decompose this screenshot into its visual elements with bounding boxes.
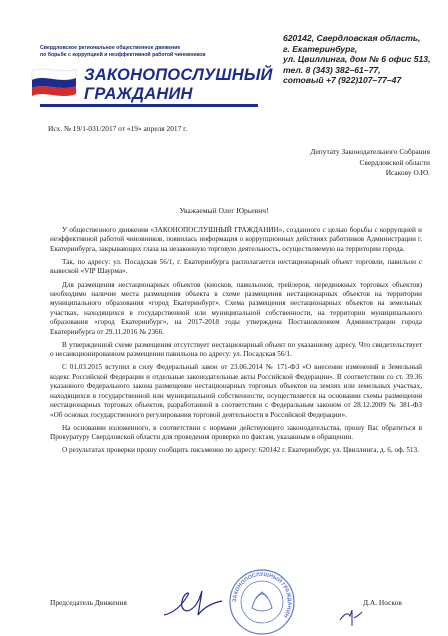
org-description-line: по борьбе с коррупцией и неэффективной работой чиновников	[40, 51, 206, 58]
body-paragraph: У общественного движения «ЗАКОНОПОСЛУШНЫЙ ГРАЖДАНИН», созданного с целью борьбы с коррупцией и неэффективной работой чиновников, появилась информация о коррупционных действиях работников Администрации г. Екатеринбурга, закрывающих глаза на незаконную торговую деятельность, осуществляемую на территории города.	[50, 226, 422, 253]
address-line: 620142, Свердловская область,	[283, 33, 421, 43]
flag-logo-icon	[30, 65, 78, 97]
header-divider	[40, 104, 258, 107]
address-line: г. Екатеринбург,	[283, 43, 358, 54]
greeting: Уважаемый Олег Юрьевич!	[179, 206, 269, 215]
recipient-line: Свердловской области	[359, 157, 430, 167]
body-paragraph: В утвержденной схеме размещения отсутствует нестационарный объект по указанному адресу. Что свидетельствует о несанкционированном размещении павильона по адресу: ул. Посадская 56/1.	[50, 340, 422, 359]
body-paragraph: Для размещения нестационарных объектов (киосков, павильонов, трейлеров, передвижных торговых объектов) необходимо наличие места размещения объекта в схеме размещения нестационарных объектов на территории муниципального образования «город Екатеринбург». Схема размещения нестационарных объектов на земельных участках, находящихся в государственной или муниципальной собственности, на территории муниципального образования «город Екатеринбург», на 2017-2018 годы утверждена Постановлением Администрации города Екатеринбурга от 29.11.2016 № 2366.	[50, 280, 422, 336]
letterhead	[0, 0, 448, 118]
body-paragraph: На основании изложенного, в соответствии с нормами действующего законодательства, прошу Вас обратиться в Прокуратуру Свердловской области для проведения проверки по фактам, указанным в обращении.	[50, 423, 422, 442]
logo-line: ГРАЖДАНИН	[84, 85, 193, 103]
org-address	[283, 33, 443, 86]
initials-signature-icon	[338, 606, 364, 628]
letter-body	[50, 226, 422, 460]
address-line: тел. 8 (343) 382–61–77,	[283, 64, 381, 75]
recipient-line: Исакову О.Ю.	[385, 168, 430, 177]
logo-line: ЗАКОНОПОСЛУШНЫЙ	[84, 66, 273, 84]
address-line: сотовый +7 (922)107–77–47	[283, 75, 402, 86]
signature-name: Д.А. Носков	[363, 598, 402, 607]
org-description	[40, 45, 250, 58]
body-paragraph: О результатах проверки прошу сообщить письменно по адресу: 620142 г. Екатеринбург, ул. Цвиллинга, д. 6, оф. 513.	[62, 446, 419, 455]
body-paragraph: Так, по адресу: ул. Посадская 56/1, г. Екатеринбурга располагается нестационарный объект торговли, павильон с вывеской «VIP Шаурма».	[50, 258, 422, 276]
body-paragraph: С 01.03.2015 вступил в силу Федеральный закон от 23.06.2014 № 171-ФЗ «О внесении изменений в Земельный кодекс Российской Федерации и отдельные законодательные акты Российской Федерации». В соответствии со ст. 39.36 указанного Федерального закона размещение нестационарных торговых объектов на землях или земельных участках, находящихся в государственной или муниципальной собственности, осуществляется на основании схемы размещения нестационарных торговых объектов, разработанной в соответствии с Федеральным законом от 28.12.2009 № 381-ФЗ «Об основах государственного регулирования торговой деятельности в Российской Федерации».	[50, 363, 422, 419]
recipient-block	[310, 147, 430, 179]
signature-title: Председатель Движения	[50, 598, 127, 607]
signature-icon	[160, 585, 224, 621]
recipient-line: Депутату Законодательного Собрания	[310, 147, 430, 156]
logo-wordmark	[84, 66, 273, 104]
org-description-line: Свердловское региональное общественное движение	[40, 45, 181, 51]
outgoing-number: Исх. № 19/1-031/2017 от «19» апреля 2017 г.	[48, 124, 188, 133]
address-line: ул. Цвиллинга, дом № 6 офис 513,	[283, 54, 431, 65]
stamp-text: ЗАКОНОПОСЛУШНЫЙ ГРАЖДАНИН	[231, 571, 293, 619]
official-stamp-icon	[228, 568, 296, 636]
